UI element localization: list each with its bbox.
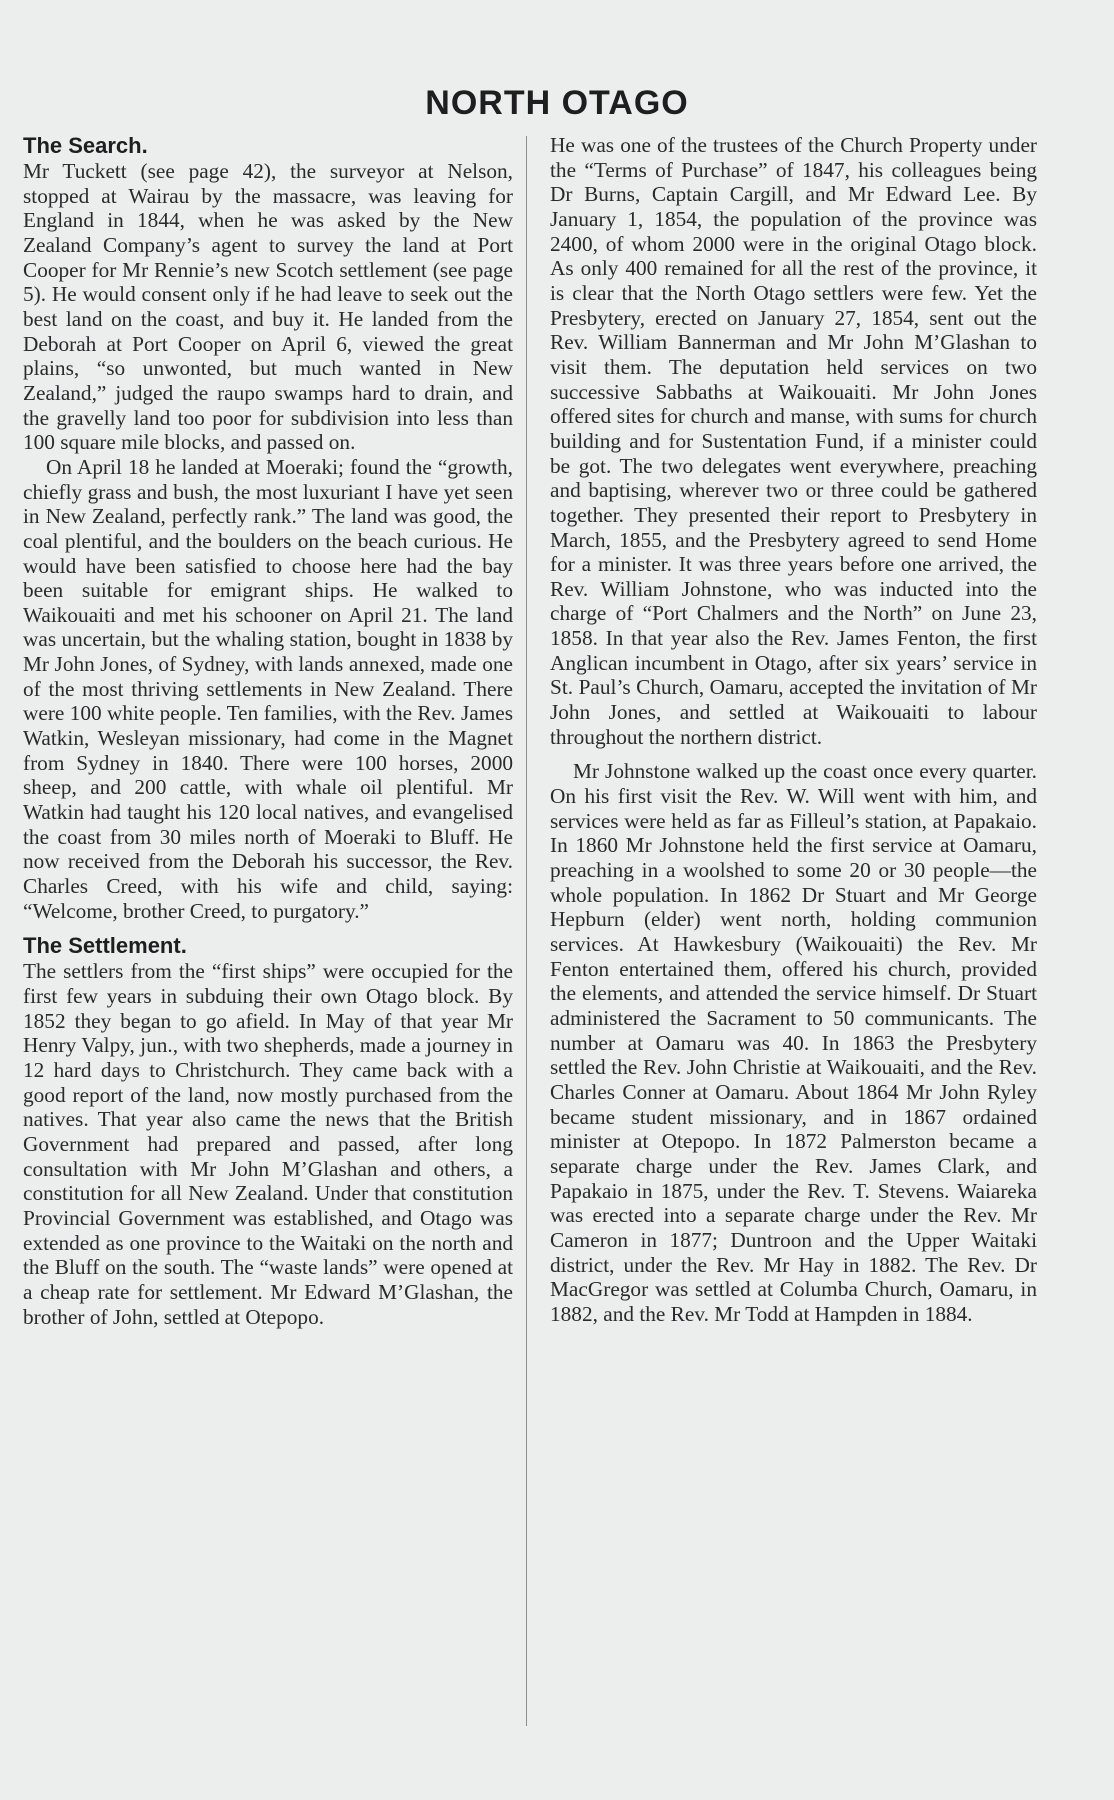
settlement-paragraph-continued: He was one of the trustees of the Church Property under the “Terms of Purchase” of 1847, his colleagues being Dr Burns, Captain Cargill, and Mr Edward Lee. By January 1, 1854, the population of the province was 2400, of whom 2000 were in the original Otago block. As only 400 remained for all the rest of the province, it is clear that the North Otago settlers were few. Yet the Presbytery, erected on January 27, 1854, sent out the Rev. William Bannerman and Mr John M’Glashan to visit them. The deputation held services on two successive Sabbaths at Waikouaiti. Mr John Jones offered sites for church and manse, with sums for church building and for Sustentation Fund, if a minister could be got. The two delegates went everywhere, preaching and baptising, wherever two or three could be gathered together. They presented their report to Presbytery in March, 1855, and the Presbytery agreed to send Home for a minister. It was three years before one arrived, the Rev. William Johnstone, who was inducted into the charge of “Port Chalmers and the North” on June 23, 1858. In that year also the Rev. James Fenton, the first Anglican incumbent in Otago, after six years’ service in St. Paul’s Church, Oamaru, accepted the invitation of Mr John Jones, and settled at Waikouaiti to labour throughout the northern district. [550, 133, 1037, 749]
page-title: NORTH OTAGO [425, 84, 689, 122]
right-column [550, 133, 1037, 1763]
settlement-paragraph-left: The settlers from the “first ships” were occupied for the first few years in subduing their own Otago block. By 1852 they began to go afield. In May of that year Mr Henry Valpy, jun., with two shepherds, made a journey in 12 hard days to Christchurch. They came back with a good report of the land, now mostly purchased from the natives. That year also came the news that the British Government had prepared and passed, after long consultation with Mr John M’Glashan and others, a constitution for all New Zealand. Under that constitution Provincial Government was established, and Otago was extended as one province to the Waitaki on the north and the Bluff on the south. The “waste lands” were opened at a cheap rate for settlement. Mr Edward M’Glashan, the brother of John, settled at Otepopo. [23, 959, 513, 1329]
left-column [23, 133, 513, 1763]
column-divider [526, 136, 527, 1726]
search-paragraph-1: Mr Tuckett (see page 42), the surveyor at Nelson, stopped at Wairau by the massacre, was leaving for England in 1844, when he was asked by the New Zealand Company’s agent to survey the land at Port Cooper for Mr Rennie’s new Scotch settlement (see page 5). He would consent only if he had leave to seek out the best land on the coast, and buy it. He landed from the Deborah at Port Cooper on April 6, viewed the great plains, “so unwonted, but much wanted in New Zealand,” judged the raupo swamps hard to drain, and the gravelly land too poor for subdivision into less than 100 square mile blocks, and passed on. [23, 159, 513, 455]
search-paragraph-2: On April 18 he landed at Moeraki; found the “growth, chiefly grass and bush, the most luxuriant I have yet seen in New Zealand, perfectly rank.” The land was good, the coal plentiful, and the boulders on the beach curious. He would have been satisfied to choose here had the bay been suitable for emigrant ships. He walked to Waikouaiti and met his schooner on April 21. The land was uncertain, but the whaling station, bought in 1838 by Mr John Jones, of Sydney, with lands annexed, made one of the most thriving settlements in New Zealand. There were 100 white people. Ten families, with the Rev. James Watkin, Wesleyan missionary, had come in the Magnet from Sydney in 1840. There were 100 horses, 2000 sheep, and 200 cattle, with whale oil plentiful. Mr Watkin had taught his 120 local natives, and evangelised the coast from 30 miles north of Moeraki to Bluff. He now received from the Deborah his successor, the Rev. Charles Creed, with his wife and child, saying: “Welcome, brother Creed, to purgatory.” [23, 454, 513, 923]
heading-the-search: The Search. [23, 133, 148, 158]
settlement-paragraph-johnstone: Mr Johnstone walked up the coast once every quarter. On his first visit the Rev. W. Will went with him, and services were held as far as Filleul’s station, at Papakaio. In 1860 Mr Johnstone held the first service at Oamaru, preaching in a woolshed to some 20 or 30 people—the whole population. In 1862 Dr Stuart and Mr George Hepburn (elder) went north, holding communion services. At Hawkesbury (Waikouaiti) the Rev. Mr Fenton entertained them, offered his church, provided the elements, and attended the service himself. Dr Stuart administered the Sacrament to 50 communicants. The number at Oamaru was 40. In 1863 the Presbytery settled the Rev. John Christie at Waikouaiti, and the Rev. Charles Conner at Oamaru. About 1864 Mr John Ryley became student missionary, and in 1867 ordained minister at Otepopo. In 1872 Palmerston became a separate charge under the Rev. James Clark, and Papakaio in 1875, under the Rev. T. Stevens. Waiareka was erected into a separate charge under the Rev. Mr Cameron in 1877; Duntroon and the Upper Waitaki district, under the Rev. Mr Hay in 1882. The Rev. Dr MacGregor was settled at Columba Church, Oamaru, in 1882, and the Rev. Mr Todd at Hampden in 1884. [550, 759, 1037, 1326]
heading-the-settlement: The Settlement. [23, 933, 187, 959]
